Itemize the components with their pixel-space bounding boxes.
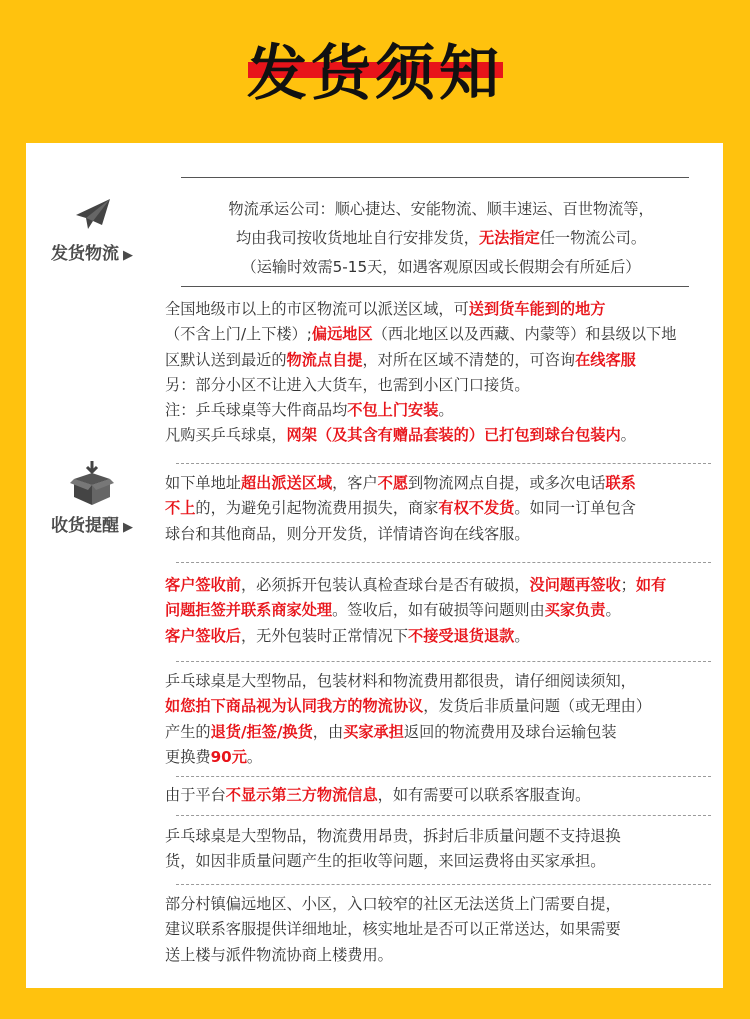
text-line: 部分村镇偏远地区、小区，入口较窄的社区无法送货上门需要自提，	[165, 895, 621, 913]
text-line: 乒乓球桌是大型物品，物流费用昂贵，拆封后非质量问题不支持退换	[165, 827, 621, 845]
text-line: 物流承运公司：顺心捷达、安能物流、顺丰速运、百世物流等，	[228, 200, 654, 218]
text-line: 送上楼与派件物流协商上楼费用。	[165, 945, 393, 964]
play-arrow-icon: ▶	[123, 248, 133, 263]
text-line: （运输时效需5-15天，如遇客观原因或长假期会有所延后）	[241, 258, 641, 276]
divider	[176, 562, 711, 563]
section-no-return	[165, 824, 720, 875]
section-delivery-area: 全国地级市以上的市区物流可以派送区域，可送到货车能到的地方 （不含上门/上下楼）;偏远地区（西北地区以及西藏、内蒙等）和县级以下地 区默认送到最近的物流点自提，对所在区域不清楚的，可咨询在线客服 另：部分小区不让进入大货车，也需到小区门口接货。 注：乒乓球桌等大件商品均不包上门安装。 凡购买乒乓球桌，网架（及其含有赠品套装的）已打包到球台包装内。	[165, 297, 720, 449]
notice-panel	[26, 143, 723, 988]
section-carriers: 物流承运公司：顺心捷达、安能物流、顺丰速运、百世物流等， 均由我司按收货地址自行安排发货，无法指定任一物流公司。 （运输时效需5-15天，如遇客观原因或长假期会有所延后）	[176, 195, 706, 282]
play-arrow-icon: ▶	[123, 520, 133, 535]
text-line: 球台和其他商品，则分开发货，详情请咨询在线客服。	[165, 524, 530, 543]
title-wrap	[0, 38, 750, 118]
divider	[176, 776, 711, 777]
divider	[181, 177, 689, 178]
airplane-icon	[70, 195, 114, 235]
text-line: 另：部分小区不让进入大货车，也需到小区门口接货。	[165, 375, 530, 394]
page-title: 发货须知	[247, 39, 503, 109]
side-logistics	[26, 195, 158, 264]
section-tracking-info: 由于平台不显示第三方物流信息，如有需要可以联系客服查询。	[165, 786, 591, 804]
divider	[176, 815, 711, 816]
side-logistics-label: 发货物流	[51, 244, 119, 264]
side-receive-label: 收货提醒	[51, 516, 119, 536]
text-line: 乒乓球桌是大型物品，包装材料和物流费用都很贵，请仔细阅读须知，	[165, 672, 636, 690]
divider	[176, 884, 711, 885]
section-return-fees: 乒乓球桌是大型物品，包装材料和物流费用都很贵，请仔细阅读须知， 如您拍下商品视为认同我方的物流协议，发货后非质量问题（或无理由） 产生的退货/拒签/换货，由买家承担返回的物流费用及球台运输包装 更换费90元。	[165, 669, 720, 770]
divider	[176, 661, 711, 662]
divider	[181, 286, 689, 287]
divider	[176, 463, 711, 464]
text-line: 货，如因非质量问题产生的拒收等问题，来回运费将由买家承担。	[165, 852, 606, 871]
text-line: 建议联系客服提供详细地址，核实地址是否可以正常送达，如果需要	[165, 920, 621, 939]
side-receive	[26, 459, 158, 536]
section-signing: 客户签收前，必须拆开包装认真检查球台是否有破损，没问题再签收；如有 问题拒签并联系商家处理。签收后，如有破损等问题则由买家负责。 客户签收后，无外包装时正常情况下不接受退货退款。	[165, 576, 667, 645]
section-remote-areas	[165, 892, 720, 968]
package-box-icon	[68, 459, 116, 507]
section-out-of-area: 如下单地址超出派送区域，客户不愿到物流网点自提，或多次电话联系 不上的，为避免引起物流费用损失，商家有权不发货。如同一订单包含 球台和其他商品，则分开发货，详情请咨询在线客服。	[165, 471, 720, 547]
